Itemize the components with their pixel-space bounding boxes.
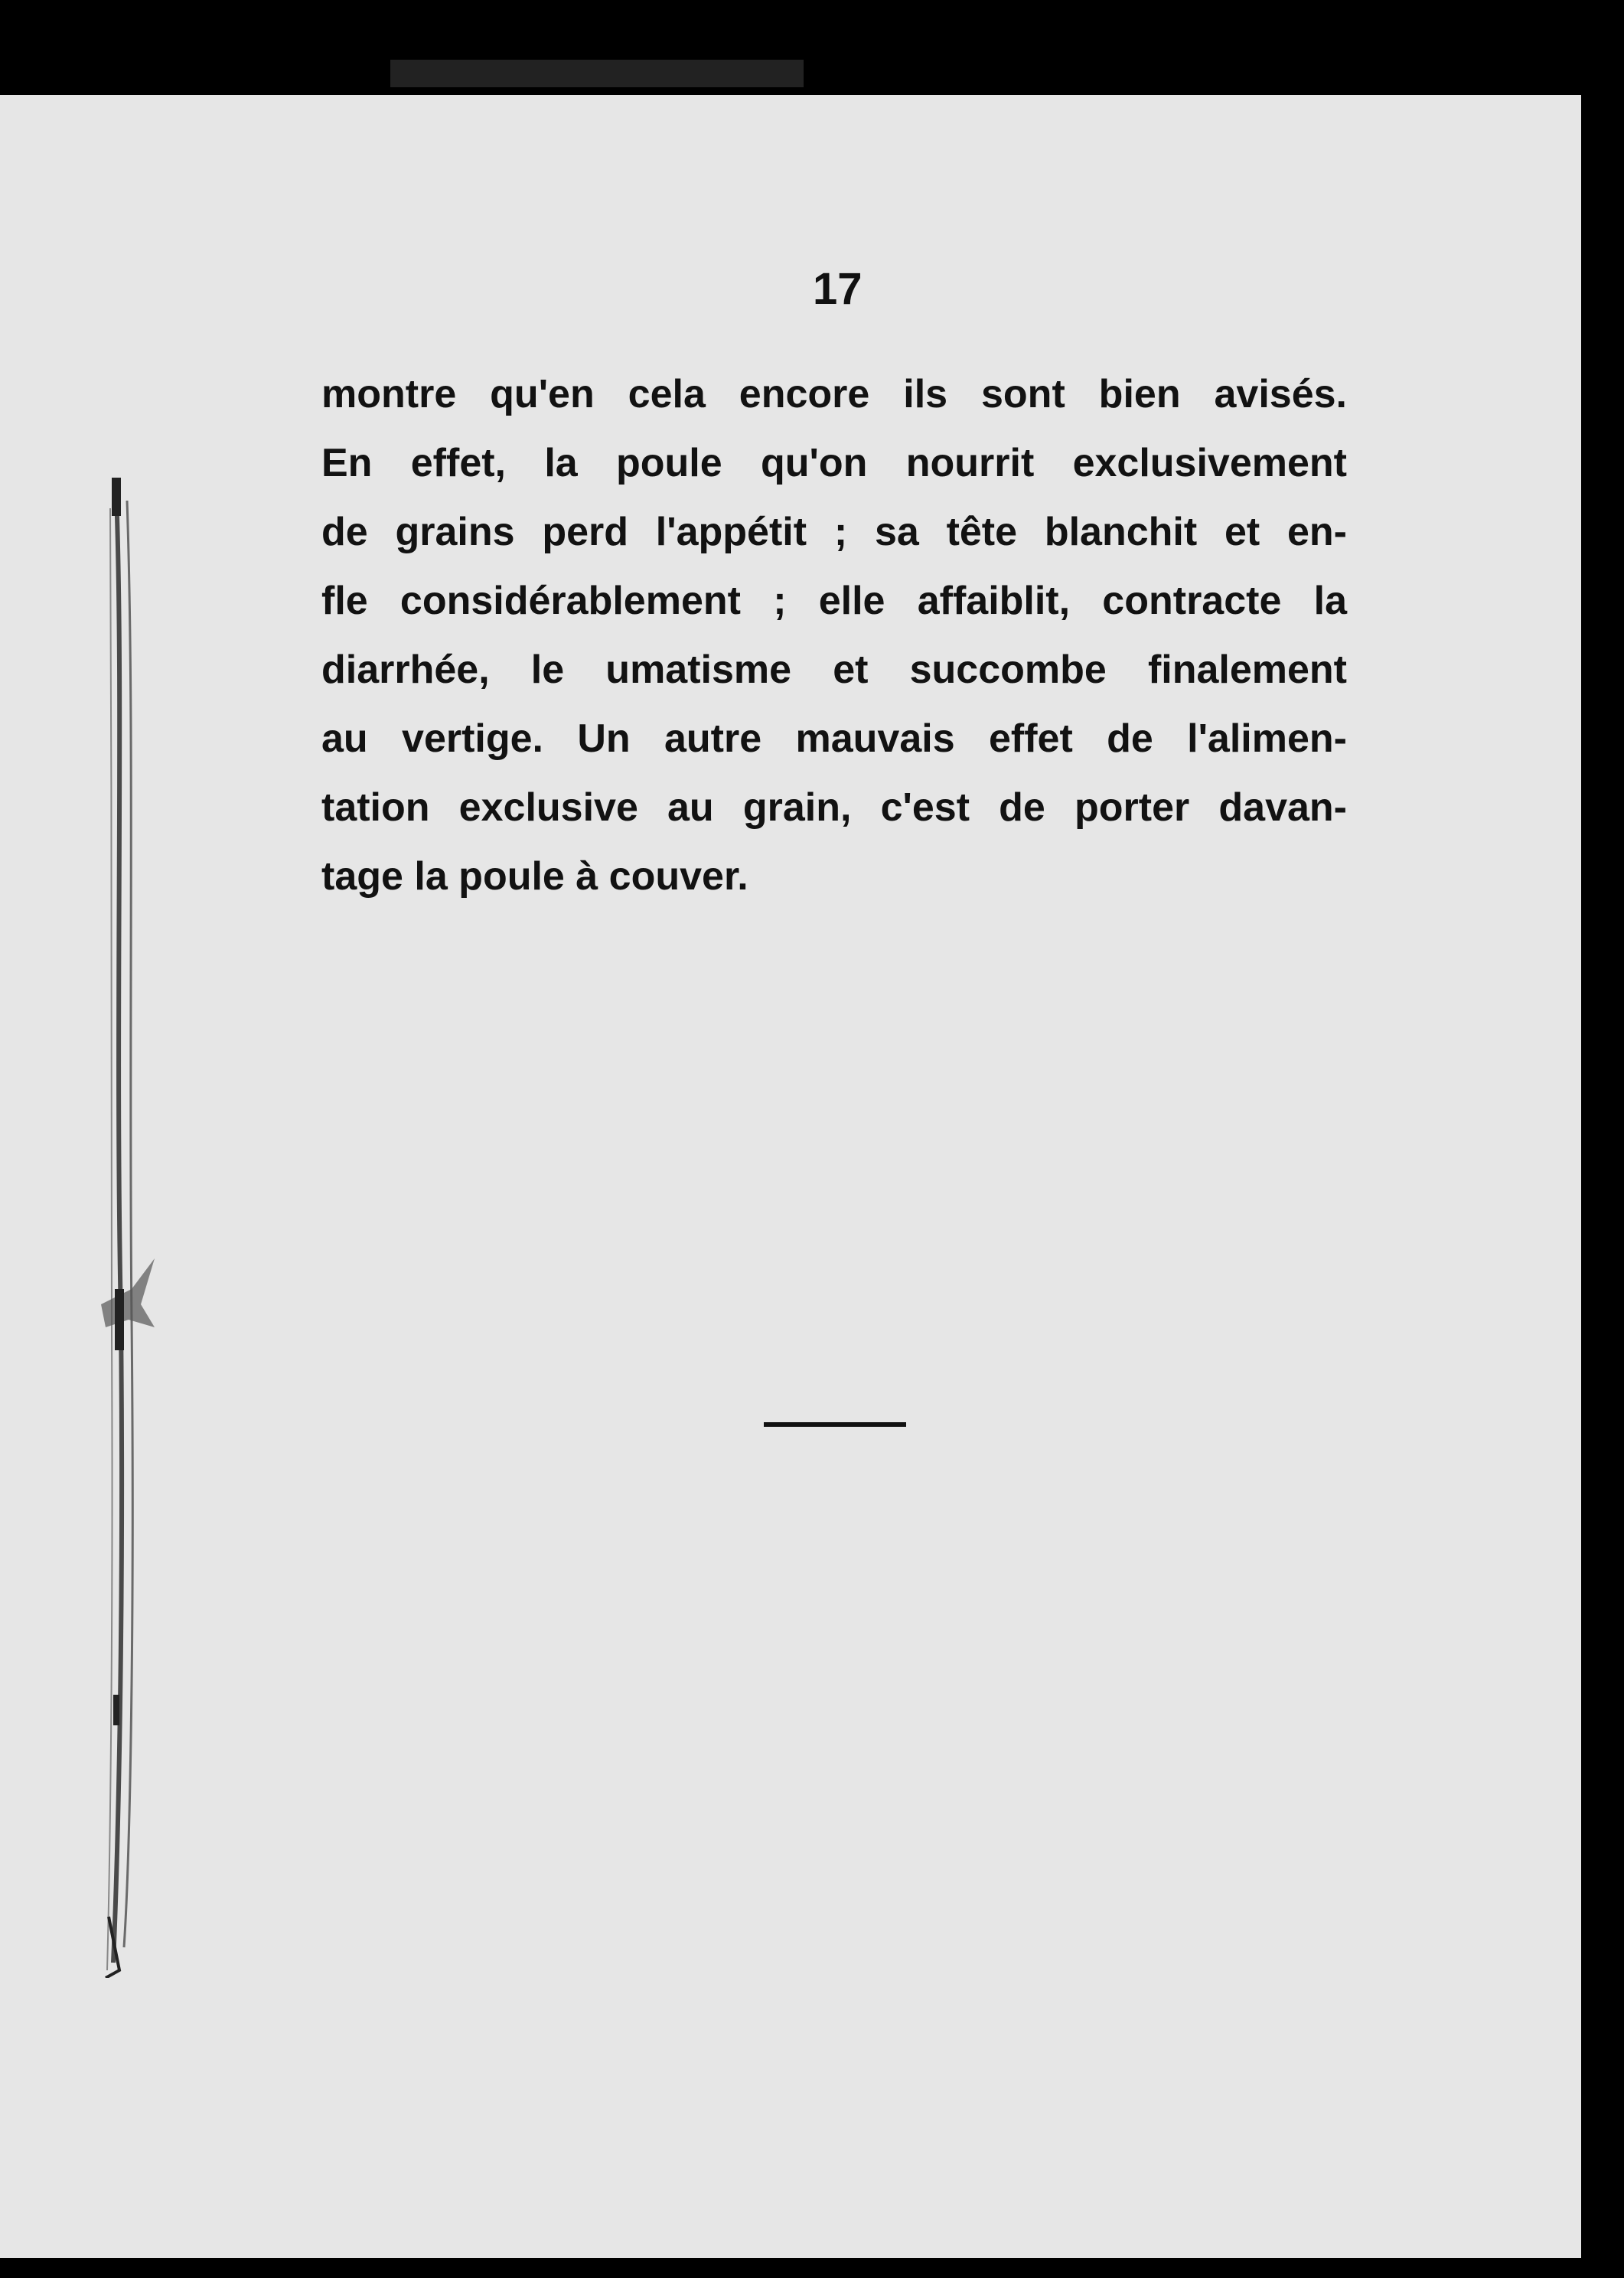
text-line: tation exclusive au grain, c'est de porter davan- — [321, 785, 1347, 830]
text-line: En effet, la poule qu'on nourrit exclusivement — [321, 441, 1347, 485]
text-line: tage la poule à couver. — [321, 854, 748, 899]
text-line: diarrhée, le umatisme et succombe finalement — [321, 648, 1347, 692]
binding-thread — [101, 478, 155, 1978]
text-line: au vertige. Un autre mauvais effet de l'alimen- — [321, 716, 1347, 761]
page-number: 17 — [813, 264, 863, 314]
body-text — [321, 360, 1347, 911]
text-line: de grains perd l'appétit ; sa tête blanchit et en- — [321, 510, 1347, 554]
end-rule — [764, 1422, 906, 1427]
text-line: montre qu'en cela encore ils sont bien avisés. — [321, 372, 1347, 416]
text-line: fle considérablement ; elle affaiblit, contracte la — [321, 579, 1347, 623]
film-margin — [390, 60, 804, 87]
scanned-page — [0, 95, 1581, 2258]
